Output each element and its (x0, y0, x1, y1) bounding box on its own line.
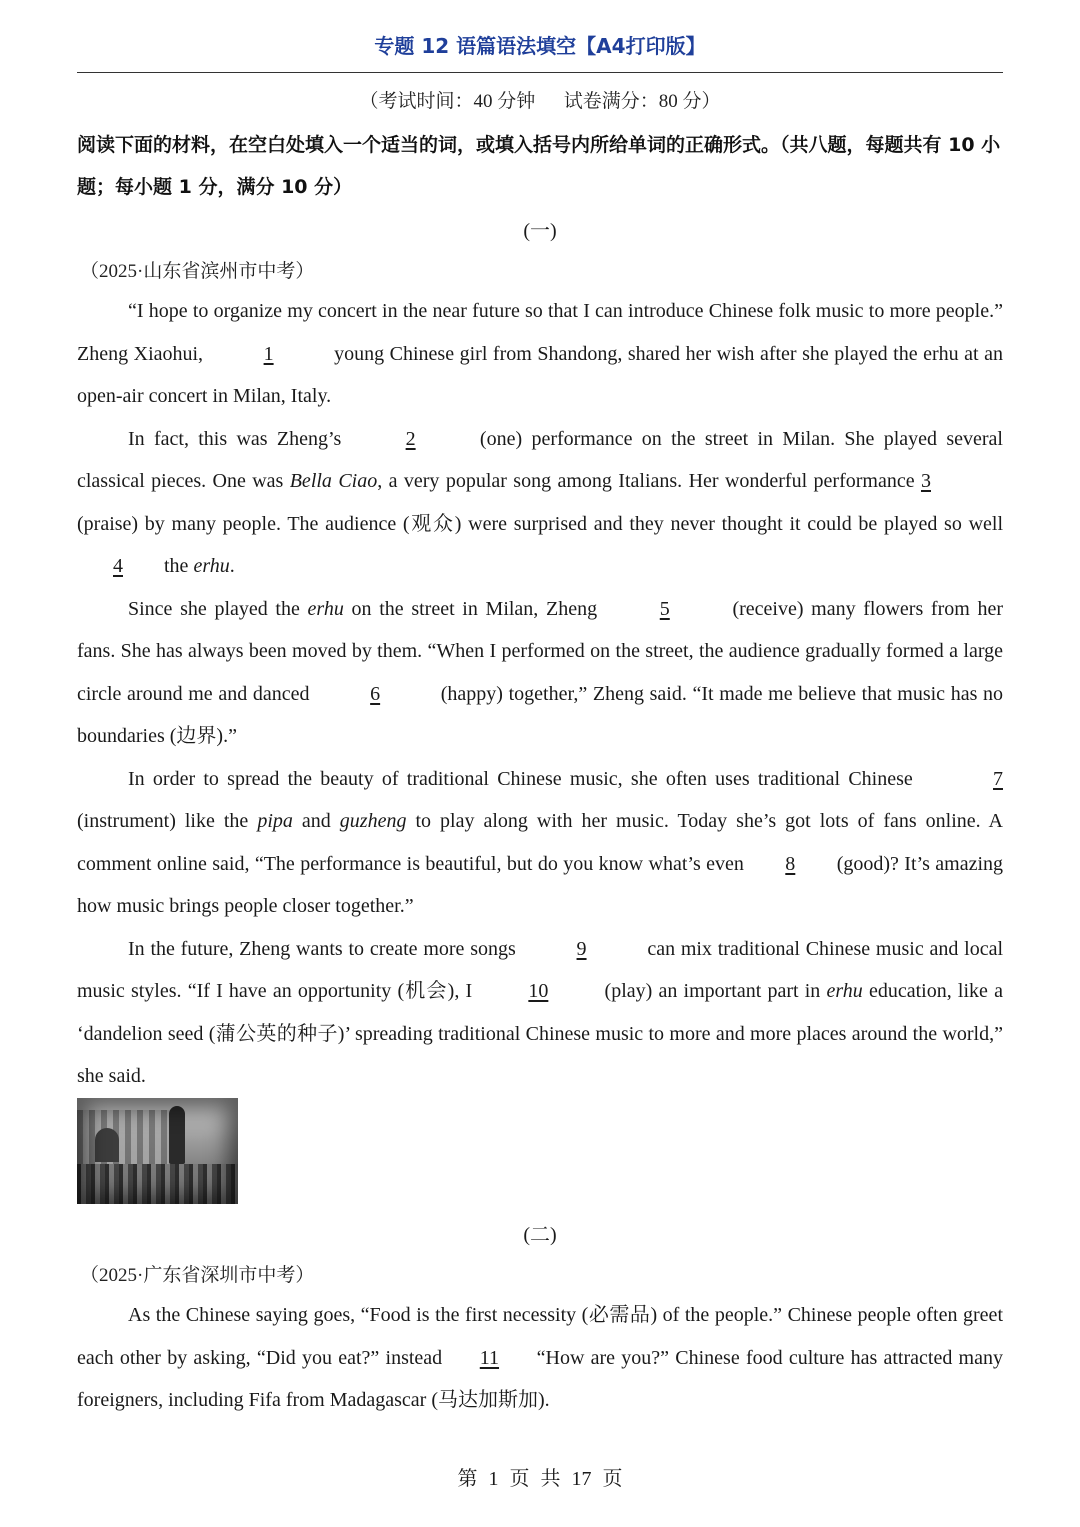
section-heading-1: (一) (523, 220, 557, 242)
header-divider (77, 72, 1003, 73)
passage-2 (77, 1294, 1003, 1422)
blank-7: 7 (993, 767, 1003, 790)
blank-2: 2 (405, 427, 416, 450)
instructions: 阅读下面的材料，在空白处填入一个适当的词，或填入括号内所给单词的正确形式。（共八题，每题共有 10 小题；每小题 1 分，满分 10 分） (77, 134, 1001, 198)
passage-source-1: （2025·山东省滨州市中考） (80, 261, 315, 282)
exam-info: （考试时间：40 分钟 试卷满分：80 分） (359, 91, 721, 112)
document-title: 专题 12 语篇语法填空【A4打印版】 (374, 34, 706, 58)
blank-9: 9 (576, 937, 587, 960)
passage-1 (77, 290, 1003, 1098)
blank-1: 1 (263, 342, 274, 365)
paragraph: As the Chinese saying goes, “Food is the first necessity (必需品) of the people.” Chinese people often greet each other by asking, “Did you eat?” instead 11 “How are you?” Chinese food culture has attracted many foreigners, including Fifa from Madagascar (马达加斯加). (77, 1304, 1003, 1411)
blank-5: 5 (659, 597, 670, 620)
section-heading-2: (二) (523, 1224, 557, 1246)
song-title: Bella Ciao (289, 470, 378, 492)
blank-6: 6 (370, 682, 381, 705)
blank-4: 4 (113, 555, 123, 577)
paragraph: “I hope to organize my concert in the near future so that I can introduce Chinese folk music to more people.” Zheng Xiaohui, 1 young Chinese girl from Shandong, shared her wish after she played the erhu at an open-air concert in Milan, Italy. (77, 300, 1004, 407)
concert-photo (77, 1098, 238, 1204)
blank-3: 3 (920, 470, 931, 492)
page-number: 第 1 页 共 17 页 (457, 1468, 623, 1490)
paragraph: In the future, Zheng wants to create more songs 9 can mix traditional Chinese music and local music styles. “If I have an opportunity (机会), I 10 (play) an important part in erhu education, like a ‘dandelion seed (蒲公英的种子)’ spreading traditional Chinese music to more and more places around the world,” she said. (77, 928, 1003, 1098)
paragraph: Since she played the erhu on the street in Milan, Zheng 5 (receive) many flowers from her fans. She has always been moved by them. “When I performed on the street, the audience gradually formed a large circle around me and danced 6 (happy) together,” Zheng said. “It made me believe that music has no boundaries (边界).” (77, 588, 1003, 758)
blank-8: 8 (785, 852, 796, 875)
paragraph: In order to spread the beauty of traditional Chinese music, she often uses traditional Chinese 7 (instrument) like the pipa and guzheng to play along with her music. Today she’s got lots of fans online. A comment online said, “The performance is beautiful, but do you know what’s even 8 (good)? It’s amazing how music brings people closer together.” (77, 758, 1003, 928)
paragraph: In fact, this was Zheng’s 2 (one) performance on the street in Milan. She played several classical pieces. One was Bella Ciao, a very popular song among Italians. Her wonderful performance 3 (praise) by many people. The audience (观众) were surprised and they never thought it could be played so well 4 the erhu. (77, 418, 1003, 588)
blank-11: 11 (479, 1346, 500, 1369)
blank-10: 10 (528, 980, 549, 1002)
passage-source-2: （2025·广东省深圳市中考） (80, 1265, 315, 1286)
